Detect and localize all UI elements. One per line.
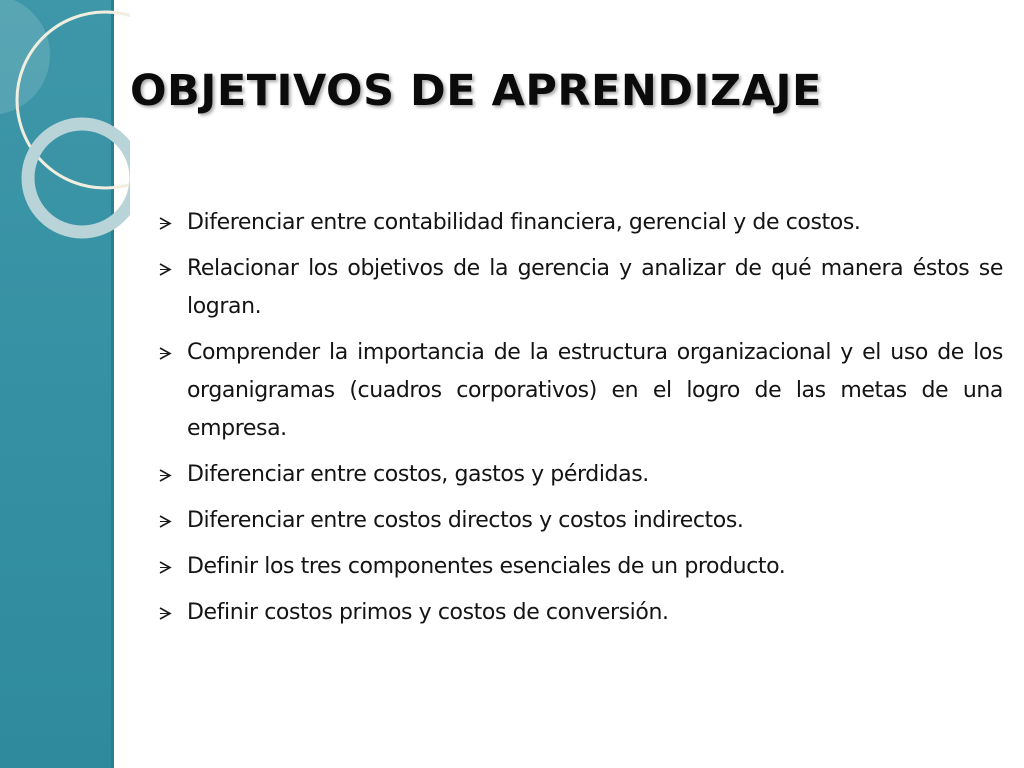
objective-item: [158, 502, 1003, 540]
decorative-circles: [0, 0, 130, 260]
objective-item: [158, 250, 1003, 326]
arrow-bullet-icon: [158, 347, 172, 360]
arrow-bullet-icon: [158, 217, 172, 230]
arrow-bullet-icon: [158, 515, 172, 528]
objective-text: Definir costos primos y costos de conversión.: [187, 600, 669, 625]
slide-title: OBJETIVOS DE APRENDIZAJE: [130, 66, 822, 116]
arrow-bullet-icon: [158, 469, 172, 482]
arrow-bullet-icon: [158, 263, 172, 276]
objective-text: Diferenciar entre costos directos y costos indirectos.: [187, 508, 744, 533]
arrow-bullet-icon: [158, 607, 172, 620]
objective-text: Definir los tres componentes esenciales de un producto.: [187, 554, 786, 579]
objective-text: Comprender la importancia de la estructura organizacional y el uso de los organigramas (cuadros corporativos) en el logro de las metas de una empresa.: [187, 340, 1003, 441]
objective-text: Diferenciar entre contabilidad financiera, gerencial y de costos.: [187, 210, 861, 235]
objective-item: [158, 594, 1003, 632]
objective-item: [158, 334, 1003, 448]
objective-item: [158, 204, 1003, 242]
objective-item: [158, 456, 1003, 494]
objective-text: Relacionar los objetivos de la gerencia y analizar de qué manera éstos se logran.: [187, 256, 1003, 319]
objective-item: [158, 548, 1003, 586]
arrow-bullet-icon: [158, 561, 172, 574]
objective-text: Diferenciar entre costos, gastos y pérdidas.: [187, 462, 649, 487]
objectives-list: [158, 204, 1003, 640]
